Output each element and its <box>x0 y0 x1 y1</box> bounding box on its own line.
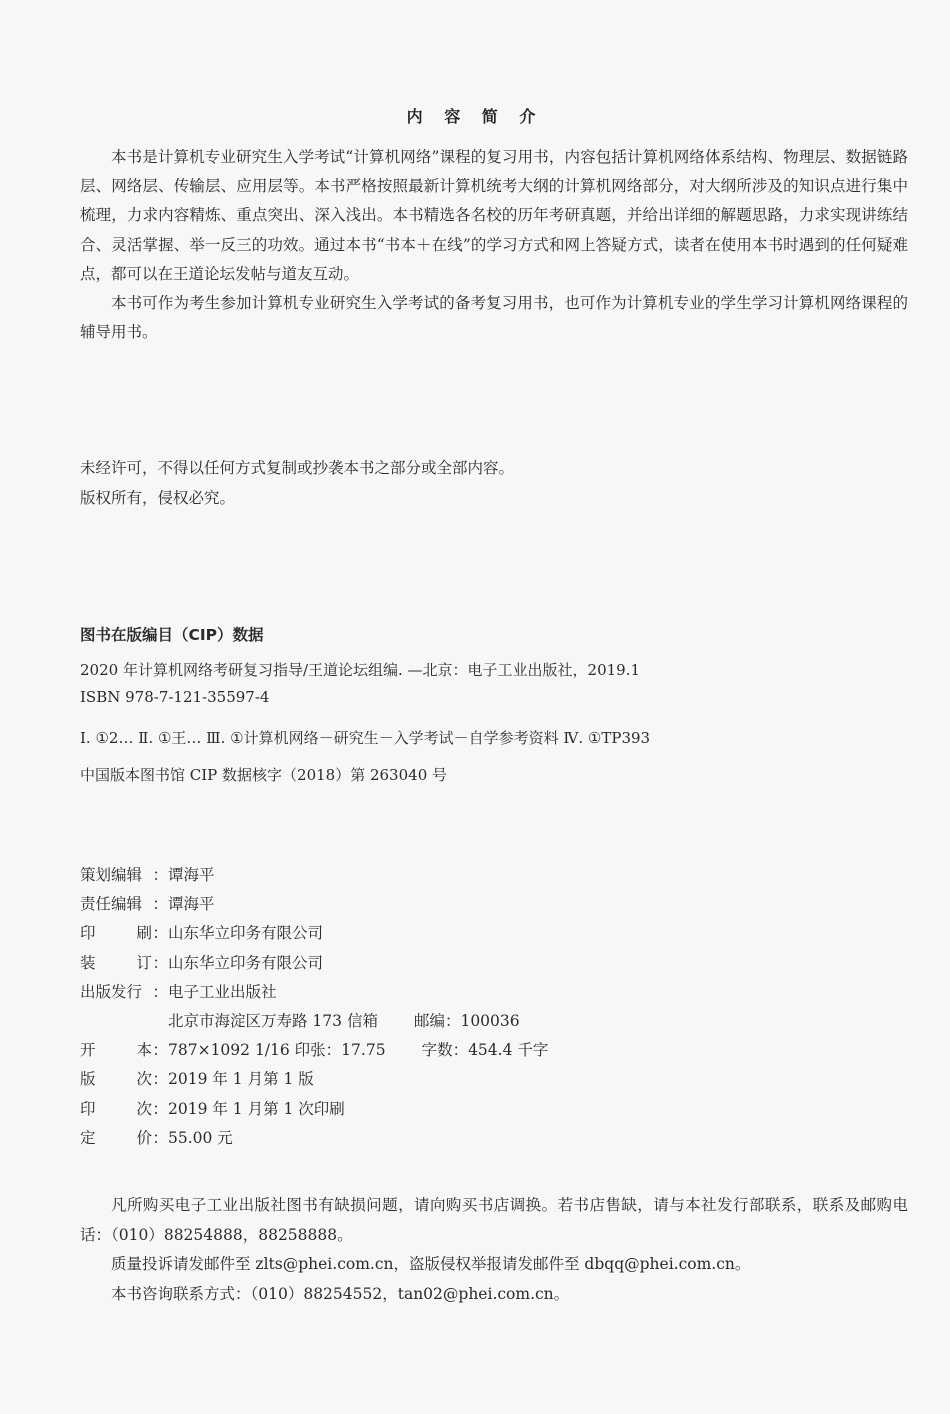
cip-heading: 图书在版编目（CIP）数据 <box>80 626 264 644</box>
contact-paragraph-2: 质量投诉请发邮件至 zlts@phei.com.cn，盗版侵权举报请发邮件至 dbqq@phei.com.cn。 <box>111 1255 751 1273</box>
impression-row: 印 次 ： 2019 年 1 月第 1 次印刷 <box>80 1095 920 1124</box>
binding-label-a: 装 <box>80 953 96 972</box>
planning-editor: 谭海平 <box>168 866 215 884</box>
address-row <box>80 1007 920 1036</box>
price-label-b: 价 <box>136 1128 152 1147</box>
copyright-line-1: 未经许可，不得以任何方式复制或抄袭本书之部分或全部内容。 <box>80 459 515 477</box>
book-format: 787×1092 1/16 印张：17.75 <box>168 1041 386 1060</box>
responsible-editor: 谭海平 <box>168 895 215 914</box>
book-introduction <box>80 143 908 347</box>
cip-classification: Ⅰ. ①2… Ⅱ. ①王… Ⅲ. ①计算机网络－研究生－入学考试－自学参考资料 Ⅳ. ①TP393 <box>80 729 651 747</box>
edition: 2019 年 1 月第 1 版 <box>168 1070 314 1089</box>
contact-info <box>80 1191 908 1309</box>
word-count: 字数：454.4 千字 <box>421 1041 549 1060</box>
planning-editor-row: 策划编辑 ： 谭海平 <box>80 861 920 890</box>
price-row: 定 价 ： 55.00 元 <box>80 1124 920 1153</box>
postcode: 邮编：100036 <box>413 1011 520 1030</box>
printing-label-b: 刷 <box>136 924 152 943</box>
edition-row: 版 次 ： 2019 年 1 月第 1 版 <box>80 1065 920 1094</box>
binding-row: 装 订 ： 山东华立印务有限公司 <box>80 949 920 978</box>
planning-editor-label: 策划编辑 <box>80 866 143 884</box>
publisher: 电子工业出版社 <box>168 982 277 1001</box>
format-label-a: 开 <box>80 1041 96 1060</box>
publication-info <box>80 861 920 1153</box>
printer: 山东华立印务有限公司 <box>168 924 324 943</box>
printing-row: 印 刷 ： 山东华立印务有限公司 <box>80 919 920 948</box>
cip-isbn: ISBN 978-7-121-35597-4 <box>80 688 270 706</box>
price-label-a: 定 <box>80 1128 96 1147</box>
impression: 2019 年 1 月第 1 次印刷 <box>168 1099 345 1118</box>
impression-label-b: 次 <box>136 1099 152 1118</box>
publisher-address: 北京市海淀区万寿路 173 信箱 <box>168 1011 378 1030</box>
binder: 山东华立印务有限公司 <box>168 953 324 972</box>
publisher-label: 出版发行 <box>80 982 143 1001</box>
intro-paragraph-1: 本书是计算机专业研究生入学考试“计算机网络”课程的复习用书，内容包括计算机网络体系结构、物理层、数据链路层、网络层、传输层、应用层等。本书严格按照最新计算机统考大纲的计算机网络部分，对大纲所涉及的知识点进行集中梳理，力求内容精炼、重点突出、深入浅出。本书精选各名校的历年考研真题，并给出详细的解题思路，力求实现讲练结合、灵活掌握、举一反三的功效。通过本书“书本＋在线”的学习方式和网上答疑方式，读者在使用本书时遇到的任何疑难点，都可以在王道论坛发帖与道友互动。 <box>80 148 908 283</box>
publisher-row: 出版发行 ： 电子工业出版社 <box>80 978 920 1007</box>
contact-paragraph-1: 凡所购买电子工业出版社图书有缺损问题，请向购买书店调换。若书店售缺，请与本社发行部联系，联系及邮购电话：（010）88254888，88258888。 <box>80 1196 908 1244</box>
copyright-notice <box>80 454 880 513</box>
page-title: 内 容 简 介 <box>406 107 544 126</box>
intro-paragraph-2: 本书可作为考生参加计算机专业研究生入学考试的备考复习用书，也可作为计算机专业的学生学习计算机网络课程的辅导用书。 <box>80 294 908 342</box>
format-label-b: 本 <box>136 1041 152 1060</box>
printing-label-a: 印 <box>80 924 96 943</box>
responsible-editor-label: 责任编辑 <box>80 895 143 914</box>
edition-label-b: 次 <box>136 1070 152 1089</box>
binding-label-b: 订 <box>136 953 152 972</box>
price: 55.00 元 <box>168 1128 233 1147</box>
contact-paragraph-3: 本书咨询联系方式：（010）88254552，tan02@phei.com.cn。 <box>111 1284 570 1303</box>
format-row: 开 本 ： 787×1092 1/16 印张：17.75 字数：454.4 千字 <box>80 1036 920 1065</box>
cip-title-line: 2020 年计算机网络考研复习指导/王道论坛组编. —北京：电子工业出版社，2019.1 <box>80 661 641 679</box>
cip-record-number: 中国版本图书馆 CIP 数据核字（2018）第 263040 号 <box>80 766 448 784</box>
responsible-editor-row: 责任编辑 ： 谭海平 <box>80 890 920 919</box>
impression-label-a: 印 <box>80 1099 96 1118</box>
copyright-line-2: 版权所有，侵权必究。 <box>80 488 236 507</box>
edition-label-a: 版 <box>80 1070 96 1089</box>
